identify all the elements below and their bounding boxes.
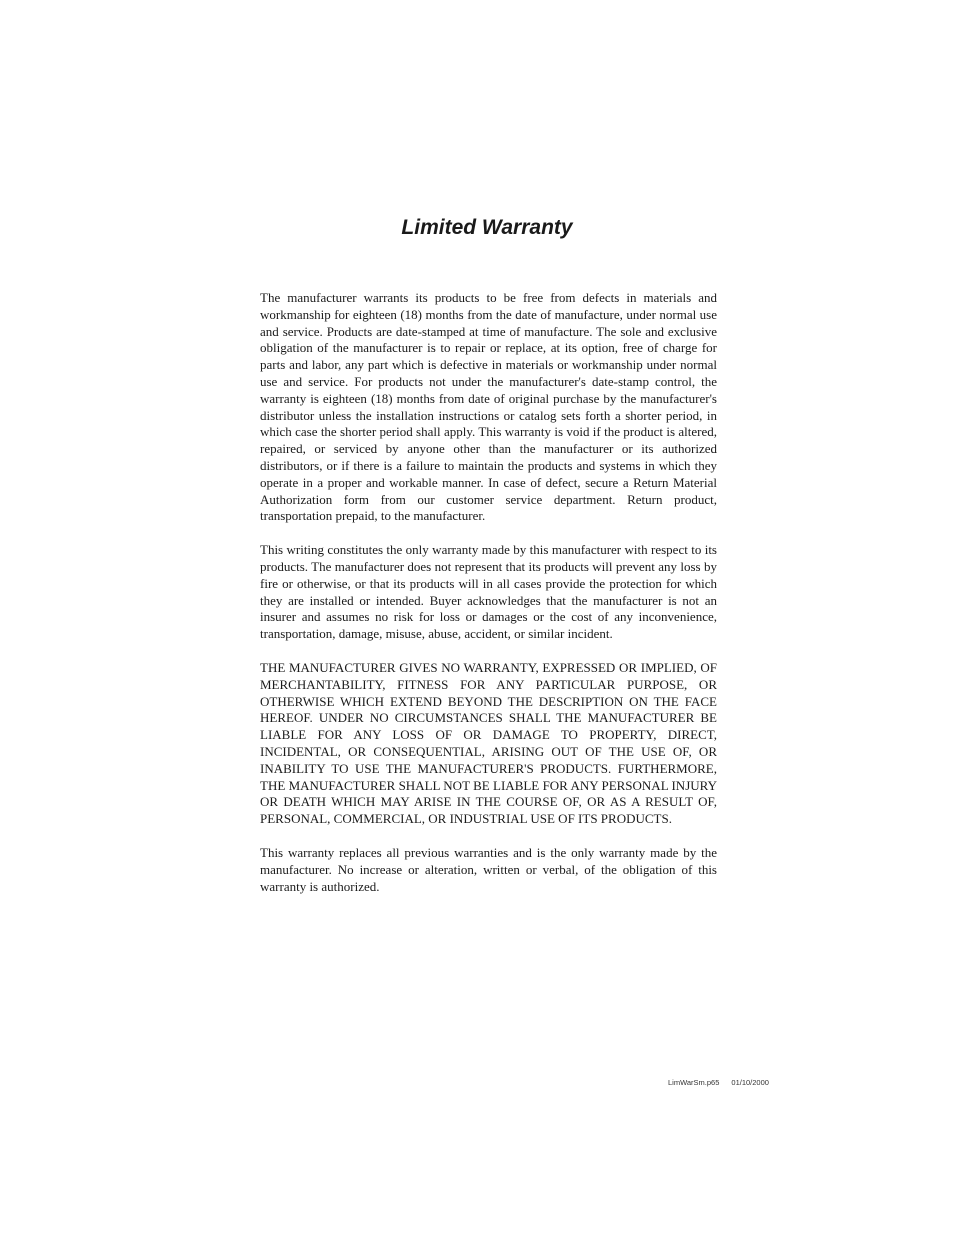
paragraph-disclaimer: THE MANUFACTURER GIVES NO WARRANTY, EXPRESSED OR IMPLIED, OF MERCHANTABILITY, FITNESS FOR ANY PARTICULAR PURPOSE, OR OTHERWISE WHICH EXTEND BEYOND THE DESCRIPTION ON THE FACE HEREOF. UNDER NO CIRCUMSTANCES SHALL THE MANUFACTURER BE LIABLE FOR ANY LOSS OF OR DAMAGE TO PROPERTY, DIRECT, INCIDENTAL, OR CONSEQUENTIAL, ARISING OUT OF THE USE OF, OR INABILITY TO USE THE MANUFACTURER'S PRODUCTS. FURTHERMORE, THE MANUFACTURER SHALL NOT BE LIABLE FOR ANY PERSONAL INJURY OR DEATH WHICH MAY ARISE IN THE COURSE OF, OR AS A RESULT OF, PERSONAL, COMMERCIAL, OR INDUSTRIAL USE OF ITS PRODUCTS. bbox=[260, 659, 717, 827]
warranty-body bbox=[260, 290, 717, 912]
paragraph-only-warranty: This writing constitutes the only warranty made by this manufacturer with respect to its products. The manufacturer does not represent that its products will prevent any loss by fire or otherwise, or that its products will in all cases provide the protection for which they are installed or intended. Buyer acknowledges that the manufacturer is not an insurer and assumes no risk for loss or damages or the cost of any inconvenience, transportation, damage, misuse, abuse, accident, or similar incident. bbox=[260, 542, 717, 642]
paragraph-warranty-terms: The manufacturer warrants its products to be free from defects in materials and workmanship for eighteen (18) months from the date of manufacture, under normal use and service. Products are date-stamped at time of manufacture. The sole and exclusive obligation of the manufacturer is to repair or replace, at its option, free of charge for parts and labor, any part which is defective in materials or workmanship under normal use and service. For products not under the manufacturer's date-stamp control, the warranty is eighteen (18) months from date of original purchase by the manufacturer's distributor unless the installation instructions or catalog sets forth a shorter period, in which case the shorter period shall apply. This warranty is void if the product is altered, repaired, or serviced by anyone other than the manufacturer or its authorized distributors, or if there is a failure to maintain the products and systems in which they operate in a proper and workable manner. In case of defect, secure a Return Material Authorization form from our customer service department. Return product, transportation prepaid, to the manufacturer. bbox=[260, 290, 717, 524]
page-title: Limited Warranty bbox=[401, 216, 573, 239]
footer-date: 01/10/2000 bbox=[731, 1078, 769, 1087]
page-footer bbox=[668, 1078, 769, 1087]
paragraph-replaces-previous: This warranty replaces all previous warranties and is the only warranty made by the manufacturer. No increase or alteration, written or verbal, of the obligation of this warranty is authorized. bbox=[260, 844, 717, 894]
footer-filename: LimWarSm.p65 bbox=[668, 1078, 720, 1087]
